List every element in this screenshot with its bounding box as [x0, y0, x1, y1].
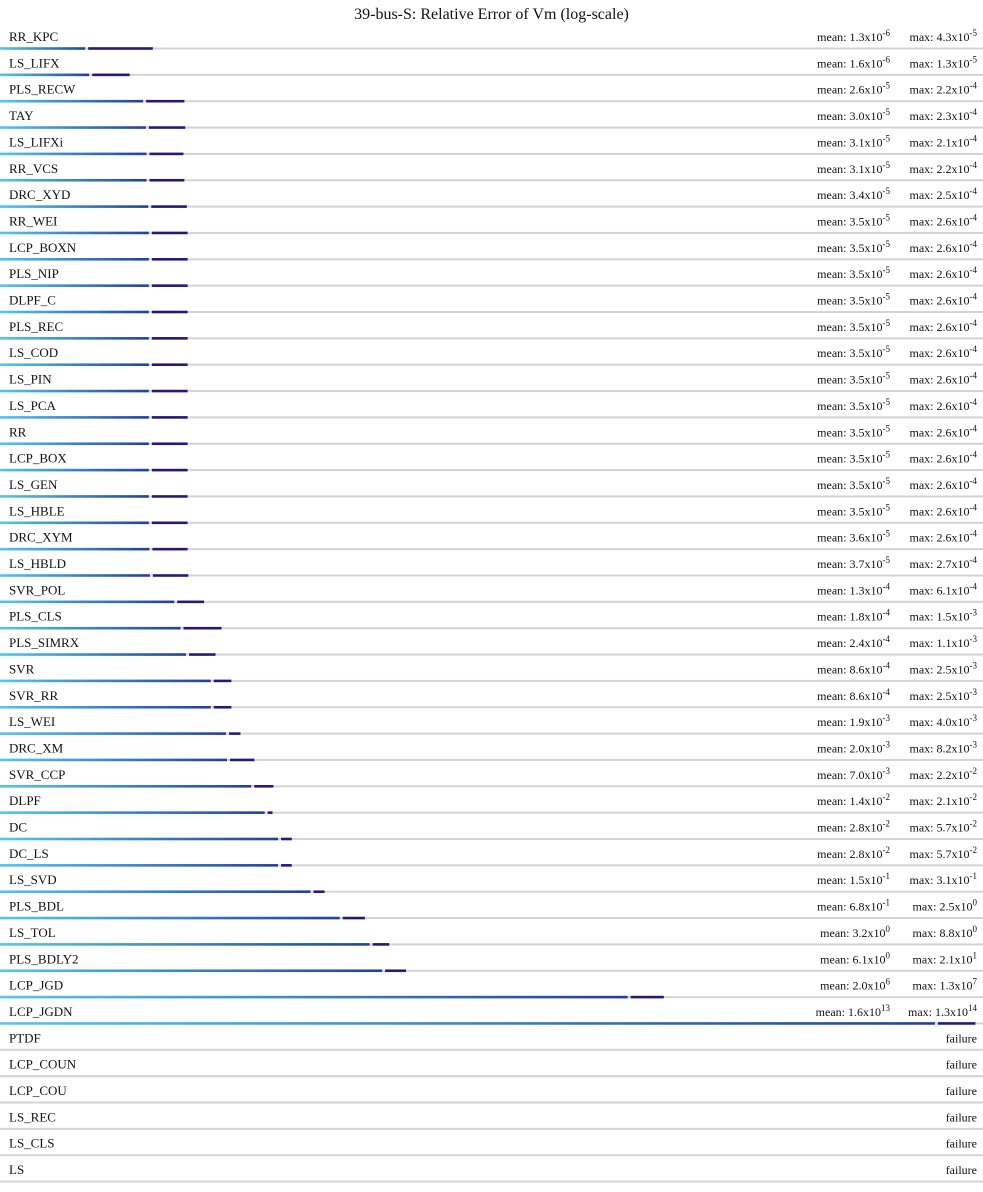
row-label: LCP_BOXN	[9, 239, 77, 255]
mean-bar	[0, 680, 211, 683]
max-value: max: $2.6x10^{-4}$	[909, 528, 977, 545]
max-value: max: $1.3x10^{-5}$	[909, 54, 977, 71]
mean-value: mean: $3.5x10^{-5}$	[817, 423, 890, 440]
mean-value: mean: $2.6x10^{-5}$	[817, 80, 890, 97]
chart-row-dc-ls	[0, 845, 983, 867]
max-value: max: $2.1x10^1$	[912, 950, 977, 967]
row-label: LCP_COU	[9, 1083, 67, 1098]
max-value: max: $2.5x10^{-3}$	[909, 686, 977, 703]
max-bar	[268, 811, 273, 814]
rows-layer	[0, 28, 983, 1183]
mean-bar	[0, 469, 149, 472]
mean-value: mean: $1.4x10^{-2}$	[817, 792, 890, 809]
max-value: max: $2.6x10^{-4}$	[909, 317, 977, 334]
mean-bar	[0, 311, 149, 314]
row-label: DRC_XYM	[9, 529, 73, 545]
chart-row-pls-cls	[0, 608, 983, 630]
max-bar	[281, 838, 292, 841]
mean-value: mean: $3.4x10^{-5}$	[817, 186, 890, 203]
mean-value: mean: $3.5x10^{-5}$	[817, 449, 890, 466]
chart-row-svr-pol	[0, 581, 983, 603]
max-value: max: $2.2x10^{-2}$	[909, 765, 977, 782]
mean-bar	[0, 890, 311, 893]
row-separator	[0, 1075, 983, 1077]
failure-label: failure	[945, 1084, 977, 1098]
mean-value: mean: $2.4x10^{-4}$	[817, 634, 890, 651]
mean-bar	[0, 706, 211, 709]
row-label: RR_KPC	[9, 29, 59, 44]
mean-value: mean: $3.5x10^{-5}$	[817, 291, 890, 308]
max-value: max: $2.2x10^{-4}$	[909, 159, 977, 176]
mean-bar	[0, 179, 146, 182]
mean-value: mean: $6.1x10^0$	[820, 950, 890, 967]
chart-row-ls-pca	[0, 397, 983, 419]
max-value: max: $4.0x10^{-3}$	[909, 713, 977, 730]
row-separator	[0, 1154, 983, 1156]
max-value: max: $2.1x10^{-2}$	[909, 792, 977, 809]
row-label: LS	[9, 1162, 25, 1178]
mean-value: mean: $1.6x10^{-6}$	[817, 54, 890, 71]
row-label: LS_PCA	[9, 397, 56, 413]
row-label: LS_GEN	[9, 476, 58, 492]
mean-value: mean: $3.6x10^{-5}$	[817, 528, 890, 545]
chart-row-ls-hble	[0, 502, 983, 524]
chart-row-lcp-coun	[0, 1057, 983, 1078]
mean-bar	[0, 47, 85, 50]
row-separator	[0, 127, 983, 129]
chart-row-drc-xym	[0, 529, 983, 551]
max-value: max: $5.7x10^{-2}$	[909, 844, 977, 861]
mean-bar	[0, 153, 146, 156]
chart-row-ls-lifx	[0, 54, 983, 76]
max-bar	[343, 917, 365, 920]
mean-value: mean: $1.3x10^{-4}$	[817, 581, 890, 598]
row-label: PLS_NIP	[9, 266, 59, 282]
chart-row-ls-pin	[0, 371, 983, 393]
mean-bar	[0, 232, 149, 235]
max-bar	[254, 785, 273, 788]
row-label: SVR_POL	[9, 582, 66, 598]
max-bar	[152, 390, 188, 393]
mean-value: mean: $3.5x10^{-5}$	[817, 238, 890, 255]
max-bar	[152, 337, 188, 340]
mean-value: mean: $7.0x10^{-3}$	[817, 765, 890, 782]
row-label: DC	[9, 819, 28, 835]
max-bar	[152, 311, 188, 314]
row-label: LS_LIFX	[9, 55, 60, 71]
mean-bar	[0, 258, 149, 261]
max-value: max: $2.5x10^{-3}$	[909, 660, 977, 677]
chart-row-svr	[0, 660, 983, 682]
max-value: max: $2.5x10^{-4}$	[909, 186, 977, 203]
max-bar	[177, 601, 204, 604]
max-value: max: $2.1x10^{-4}$	[909, 133, 977, 150]
mean-bar	[0, 759, 227, 762]
mean-value: mean: $3.1x10^{-5}$	[817, 133, 890, 150]
mean-value: mean: $1.5x10^{-1}$	[817, 871, 890, 888]
row-label: DLPF	[9, 793, 41, 809]
chart-row-ls-cls	[0, 1136, 983, 1157]
max-value: max: $2.7x10^{-4}$	[909, 555, 977, 571]
max-bar	[229, 732, 240, 735]
row-label: SVR	[9, 661, 35, 677]
mean-bar	[0, 337, 149, 340]
max-bar	[152, 548, 187, 551]
max-bar	[151, 205, 187, 208]
max-bar	[152, 469, 188, 472]
row-label: LS_PIN	[9, 371, 52, 387]
row-label: PTDF	[9, 1030, 41, 1046]
chart-row-lcp-jgdn	[0, 1003, 983, 1025]
mean-value: mean: $3.5x10^{-5}$	[817, 396, 890, 413]
chart-row-ls-tol	[0, 924, 983, 946]
row-label: PLS_CLS	[9, 608, 62, 624]
chart-row-lcp-boxn	[0, 239, 983, 261]
max-value: max: $2.6x10^{-4}$	[909, 291, 977, 308]
chart-title: 39-bus-S: Relative Error of Vm (log-scale)	[354, 6, 629, 23]
max-bar	[184, 627, 222, 630]
max-bar	[152, 363, 188, 366]
max-value: max: $3.1x10^{-1}$	[909, 871, 977, 888]
max-bar	[153, 574, 188, 577]
max-value: max: $1.1x10^{-3}$	[909, 634, 977, 651]
row-label: PLS_REC	[9, 318, 64, 334]
max-bar	[214, 706, 232, 709]
mean-value: mean: $3.0x10^{-5}$	[817, 107, 890, 124]
max-value: max: $2.3x10^{-4}$	[909, 107, 977, 124]
max-bar	[152, 284, 188, 287]
failure-label: failure	[945, 1110, 977, 1125]
chart-row-pls-rec	[0, 318, 983, 340]
row-label: DRC_XYD	[9, 187, 71, 203]
mean-value: mean: $1.9x10^{-3}$	[817, 713, 890, 730]
row-label: PLS_RECW	[9, 81, 76, 97]
max-value: max: $2.6x10^{-4}$	[909, 502, 977, 519]
mean-bar	[0, 811, 265, 814]
chart-row-drc-xyd	[0, 186, 983, 208]
max-value: max: $2.6x10^{-4}$	[909, 370, 977, 387]
max-value: max: $2.2x10^{-4}$	[909, 80, 977, 97]
chart-row-dc	[0, 819, 983, 841]
mean-value: mean: $2.8x10^{-2}$	[817, 818, 890, 835]
mean-value: mean: $3.5x10^{-5}$	[817, 317, 890, 334]
chart-row-ls-cod	[0, 344, 983, 366]
max-bar	[230, 759, 254, 762]
row-label: DRC_XM	[9, 740, 64, 756]
max-bar	[92, 74, 129, 77]
max-value: max: $2.6x10^{-4}$	[909, 449, 977, 466]
max-bar	[314, 890, 325, 893]
row-label: LS_TOL	[9, 924, 56, 940]
chart-row-pls-bdly2	[0, 950, 983, 972]
mean-bar	[0, 732, 226, 735]
max-value: max: $4.3x10^{-5}$	[909, 28, 977, 44]
row-label: LS_WEI	[9, 714, 56, 730]
row-label: RR	[9, 424, 27, 440]
max-value: max: $6.1x10^{-4}$	[909, 581, 977, 598]
mean-bar	[0, 522, 149, 525]
row-label: LS_SVD	[9, 872, 57, 888]
max-bar	[385, 969, 406, 972]
chart-row-ls-lifxi	[0, 133, 983, 155]
max-bar	[152, 495, 188, 498]
mean-bar	[0, 205, 148, 208]
chart-row-drc-xm	[0, 739, 983, 761]
mean-value: mean: $3.5x10^{-5}$	[817, 265, 890, 282]
chart-row-lcp-jgd	[0, 977, 983, 999]
row-label: LCP_BOX	[9, 450, 67, 466]
max-bar	[146, 100, 184, 103]
max-value: max: $8.2x10^{-3}$	[909, 739, 977, 756]
failure-label: failure	[945, 1163, 977, 1178]
chart-row-ls-gen	[0, 476, 983, 498]
max-value: max: $2.6x10^{-4}$	[909, 344, 977, 361]
chart-row-ptdf	[0, 1030, 983, 1051]
mean-bar	[0, 74, 89, 77]
max-bar	[152, 232, 188, 235]
chart-row-pls-recw	[0, 81, 983, 103]
max-bar	[938, 1022, 975, 1025]
chart-row-ls-svd	[0, 871, 983, 893]
chart-row-ls-rec	[0, 1109, 983, 1130]
max-value: max: $2.6x10^{-4}$	[909, 475, 977, 492]
chart-row-rr-wei	[0, 212, 983, 234]
chart-row-pls-bdl	[0, 898, 983, 920]
row-label: LS_LIFXi	[9, 134, 64, 150]
failure-label: failure	[945, 1031, 977, 1046]
row-label: TAY	[9, 108, 34, 124]
max-value: max: $5.7x10^{-2}$	[909, 818, 977, 835]
max-bar	[189, 653, 215, 656]
row-label: SVR_RR	[9, 687, 59, 703]
mean-bar	[0, 943, 370, 946]
chart-row-ls-hbld	[0, 555, 983, 577]
mean-bar	[0, 548, 149, 551]
chart-row-dlpf-c	[0, 292, 983, 314]
row-separator	[0, 179, 983, 181]
failure-label: failure	[945, 1057, 977, 1072]
mean-value: mean: $3.5x10^{-5}$	[817, 344, 890, 361]
row-label: PLS_BDL	[9, 898, 64, 914]
max-bar	[149, 179, 184, 182]
mean-value: mean: $3.2x10^0$	[820, 923, 890, 940]
mean-value: mean: $8.6x10^{-4}$	[817, 686, 890, 703]
max-bar	[281, 864, 292, 867]
chart-row-ls-wei	[0, 713, 983, 735]
max-value: max: $2.6x10^{-4}$	[909, 396, 977, 413]
chart-row-pls-nip	[0, 265, 983, 287]
max-value: max: $2.6x10^{-4}$	[909, 423, 977, 440]
max-bar	[149, 126, 185, 129]
mean-value: mean: $1.6x10^{13}$	[815, 1002, 890, 1019]
row-label: LS_COD	[9, 345, 59, 361]
mean-bar	[0, 574, 150, 577]
row-label: LCP_JGD	[9, 977, 64, 993]
mean-value: mean: $8.6x10^{-4}$	[817, 660, 890, 677]
mean-bar	[0, 969, 382, 972]
chart-row-pls-simrx	[0, 634, 983, 656]
mean-bar	[0, 442, 149, 445]
mean-value: mean: $3.5x10^{-5}$	[817, 370, 890, 387]
chart-row-tay	[0, 107, 983, 129]
mean-value: mean: $2.0x10^{-3}$	[817, 739, 890, 756]
row-label: LS_HBLD	[9, 556, 67, 571]
max-bar	[152, 416, 188, 419]
mean-value: mean: $2.8x10^{-2}$	[817, 844, 890, 861]
mean-bar	[0, 838, 278, 841]
mean-bar	[0, 627, 181, 630]
chart-row-svr-ccp	[0, 766, 983, 788]
max-bar	[149, 153, 183, 156]
mean-bar	[0, 996, 628, 999]
row-label: LS_CLS	[9, 1135, 55, 1151]
max-value: max: $1.3x10^7$	[912, 976, 977, 993]
failure-label: failure	[945, 1136, 977, 1151]
row-label: LS_REC	[9, 1109, 56, 1125]
row-label: DLPF_C	[9, 292, 56, 308]
chart-row-lcp-box	[0, 450, 983, 472]
chart-row-svr-rr	[0, 687, 983, 709]
mean-value: mean: $2.0x10^6$	[820, 976, 890, 993]
mean-bar	[0, 363, 149, 366]
row-label: DC_LS	[9, 845, 49, 861]
row-separator	[0, 74, 983, 76]
chart-row-ls	[0, 1162, 983, 1183]
row-label: RR_WEI	[9, 213, 58, 229]
mean-value: mean: $3.1x10^{-5}$	[817, 159, 890, 176]
max-value: max: $1.5x10^{-3}$	[909, 607, 977, 624]
row-separator	[0, 1181, 983, 1183]
mean-value: mean: $1.3x10^{-6}$	[817, 28, 890, 44]
mean-bar	[0, 1022, 935, 1025]
max-value: max: $8.8x10^0$	[912, 923, 977, 940]
max-bar	[214, 680, 232, 683]
row-label: LCP_COUN	[9, 1056, 77, 1072]
max-bar	[88, 47, 153, 50]
row-separator	[0, 1049, 983, 1051]
mean-value: mean: $3.5x10^{-5}$	[817, 212, 890, 229]
mean-bar	[0, 416, 149, 419]
mean-bar	[0, 284, 149, 287]
mean-bar	[0, 126, 146, 129]
mean-bar	[0, 785, 251, 788]
mean-bar	[0, 100, 143, 103]
chart-row-dlpf	[0, 792, 983, 814]
max-value: max: $2.6x10^{-4}$	[909, 265, 977, 282]
max-value: max: $2.6x10^{-4}$	[909, 238, 977, 255]
row-separator	[0, 1102, 983, 1104]
mean-bar	[0, 601, 174, 604]
chart-row-rr-vcs	[0, 160, 983, 182]
mean-bar	[0, 917, 340, 920]
mean-bar	[0, 864, 278, 867]
row-label: PLS_BDLY2	[9, 951, 79, 967]
mean-bar	[0, 495, 149, 498]
max-value: max: $1.3x10^{14}$	[908, 1002, 977, 1019]
mean-value: mean: $3.5x10^{-5}$	[817, 475, 890, 492]
mean-bar	[0, 653, 186, 656]
row-separator	[0, 153, 983, 155]
row-label: RR_VCS	[9, 160, 59, 176]
chart-row-lcp-cou	[0, 1083, 983, 1104]
chart-row-rr-kpc	[0, 28, 983, 50]
mean-value: mean: $3.7x10^{-5}$	[817, 555, 890, 571]
mean-value: mean: $1.8x10^{-4}$	[817, 607, 890, 624]
mean-bar	[0, 390, 149, 393]
row-label: PLS_SIMRX	[9, 635, 80, 651]
chart-row-rr	[0, 423, 983, 445]
max-bar	[152, 522, 188, 525]
max-bar	[152, 258, 188, 261]
max-bar	[152, 442, 188, 445]
max-value: max: $2.5x10^0$	[912, 897, 977, 914]
mean-value: mean: $6.8x10^{-1}$	[817, 897, 890, 914]
max-bar	[373, 943, 390, 946]
max-bar	[631, 996, 664, 999]
row-label: LS_HBLE	[9, 503, 65, 519]
mean-value: mean: $3.5x10^{-5}$	[817, 502, 890, 519]
max-value: max: $2.6x10^{-4}$	[909, 212, 977, 229]
row-separator	[0, 1128, 983, 1130]
row-label: SVR_CCP	[9, 766, 66, 782]
row-label: LCP_JGDN	[9, 1003, 73, 1019]
